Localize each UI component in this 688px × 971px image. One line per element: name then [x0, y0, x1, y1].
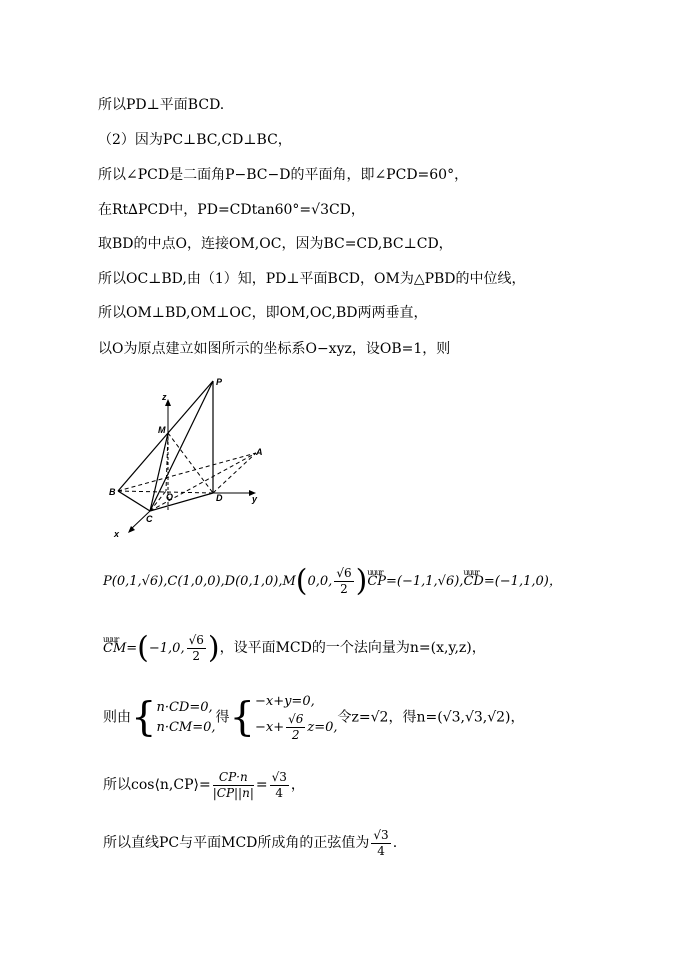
- cos-prefix: 所以cos⟨n,CP⟩=: [103, 777, 211, 793]
- cm-inner: −1,0,: [148, 641, 185, 656]
- frac-cm: $\frac{√6}{2}$: [188, 633, 204, 663]
- label-m: M: [158, 425, 166, 435]
- cd-value: =(−1,1,0)，: [483, 574, 562, 589]
- frac-cos: $\frac{CP\cdot n}{|CP||n|}$: [212, 769, 254, 800]
- label-z: z: [162, 392, 167, 402]
- system-prefix: 则由: [103, 709, 131, 726]
- text-line-4: 在Rt∆PCD中，PD=CDtan60°=√3CD，: [98, 202, 365, 218]
- system-right: −x+y=0, −x+ $\frac{√6}{2}$ z=0,: [254, 694, 338, 742]
- frac-sqrt6-2: $\frac{√6}{2}$: [336, 566, 352, 596]
- normal-vector-text: ，设平面MCD的一个法向量为n=(x,y,z)，: [219, 640, 486, 656]
- cm-line: uuur CM=(−1,0, $\frac{√6}{2}$ )，设平面MCD的一个法向量为n=(x,y,z)，: [103, 633, 486, 664]
- text-line-6: 所以OC⊥BD,由（1）知，PD⊥平面BCD，OM为△PBD的中位线，: [98, 271, 526, 287]
- text-line-3: 所以∠PCD是二面角P−BC−D的平面角，即∠PCD=60°，: [98, 167, 469, 183]
- system-ling: 令z=√2，得n=(√3,√3,√2)，: [337, 709, 525, 726]
- final-line: 所以直线PC与平面MCD所成角的正弦值为 $\frac{√3}{4}$ .: [103, 827, 398, 858]
- frac-sqrt3-4: $\frac{√3}{4}$: [271, 769, 287, 800]
- label-a: A: [256, 447, 263, 457]
- label-b: B: [109, 487, 116, 497]
- label-c: C: [146, 514, 153, 524]
- label-o: O: [166, 492, 174, 502]
- final-text: 所以直线PC与平面MCD所成角的正弦值为: [103, 835, 370, 851]
- vector-cd: uuur CD: [463, 572, 483, 592]
- text-line-2: （2）因为PC⊥BC,CD⊥BC，: [98, 132, 292, 148]
- system-line: 则由{ n·CD=0, n·CM=0, 得{ −x+y=0, −x+ $\frac{√6}{2}$ z=0, 令z=√2，得n=(√3,√3,√2)，: [103, 694, 525, 742]
- text-line-8: 以O为原点建立如图所示的坐标系O−xyz，设OB=1，则: [98, 341, 451, 357]
- cp-value: =(−1,1,√6),: [386, 574, 464, 589]
- m-coords: 0,0,: [307, 574, 333, 589]
- system-left: n·CD=0, n·CM=0,: [156, 699, 216, 735]
- cos-line: 所以cos⟨n,CP⟩= $\frac{CP\cdot n}{|CP||n|}$ = $\frac{√3}{4}$ ，: [103, 769, 305, 800]
- vector-cm: uuur CM: [103, 639, 126, 659]
- label-y: y: [252, 494, 258, 504]
- text-line-7: 所以OM⊥BD,OM⊥OC，即OM,OC,BD两两垂直，: [98, 305, 428, 321]
- vector-cp: uuur CP: [367, 572, 386, 592]
- text-line-5: 取BD的中点O，连接OM,OC，因为BC=CD,BC⊥CD，: [98, 236, 453, 252]
- coordinate-figure: [108, 375, 268, 540]
- coordinates-line: P(0,1,√6),C(1,0,0),D(0,1,0),M(0,0, $\frac{√6}{2}$ )uuur CP=(−1,1,√6),uuur CD=(−1,1,0)，: [103, 566, 562, 597]
- label-x: x: [114, 529, 120, 539]
- points-text: P(0,1,√6),C(1,0,0),D(0,1,0),M: [103, 574, 296, 589]
- system-de: 得: [215, 709, 230, 726]
- frac-final: $\frac{√3}{4}$: [373, 827, 389, 858]
- label-p: P: [216, 377, 223, 387]
- text-line-1: 所以PD⊥平面BCD.: [98, 97, 225, 113]
- label-d: D: [216, 493, 223, 503]
